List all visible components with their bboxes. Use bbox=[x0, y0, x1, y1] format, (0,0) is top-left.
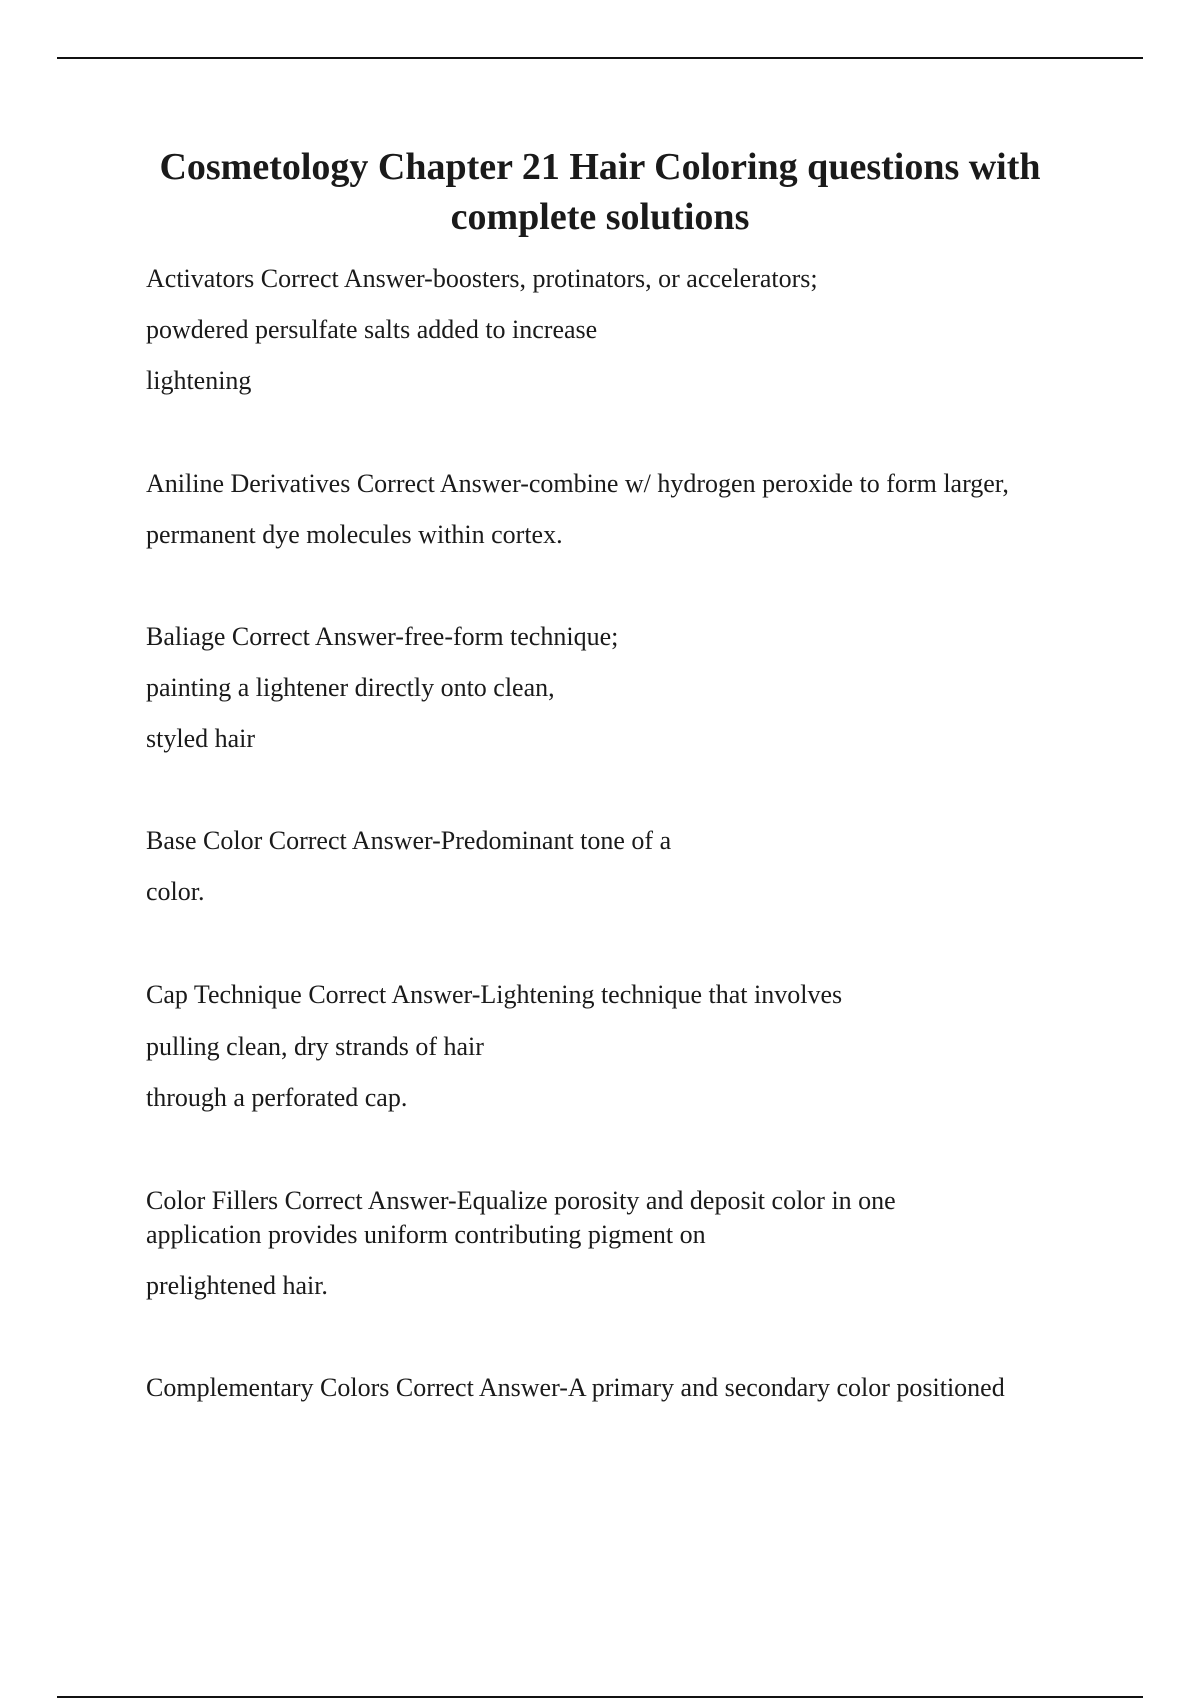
entry-color-fillers-line: Color Fillers Correct Answer-Equalize porosity and deposit color in one bbox=[146, 1186, 896, 1215]
entry-activators-line: lightening bbox=[146, 366, 252, 395]
entry-activators-line: Activators Correct Answer-boosters, protinators, or accelerators; bbox=[146, 264, 818, 293]
entry-color-fillers-line: prelightened hair. bbox=[146, 1271, 328, 1300]
entry-baliage-line: styled hair bbox=[146, 724, 256, 753]
title-line: complete solutions bbox=[450, 196, 750, 238]
entry-base-color-line: color. bbox=[146, 877, 205, 906]
entry-cap-technique-line: Cap Technique Correct Answer-Lightening technique that involves bbox=[146, 980, 843, 1009]
entry-aniline-derivatives-line: permanent dye molecules within cortex. bbox=[146, 520, 563, 549]
bottom-rule bbox=[57, 1696, 1143, 1698]
entry-color-fillers-line: application provides uniform contributing pigment on bbox=[146, 1220, 706, 1249]
entry-base-color-line: Base Color Correct Answer-Predominant tone of a bbox=[146, 826, 672, 855]
entry-cap-technique-line: through a perforated cap. bbox=[146, 1083, 408, 1112]
entry-cap-technique-line: pulling clean, dry strands of hair bbox=[146, 1032, 484, 1061]
page-title bbox=[80, 142, 1120, 242]
title-line: Cosmetology Chapter 21 Hair Coloring questions with bbox=[159, 146, 1041, 188]
entry-complementary-colors-line: Complementary Colors Correct Answer-A primary and secondary color positioned bbox=[146, 1373, 1005, 1402]
entry-baliage-line: Baliage Correct Answer-free-form technique; bbox=[146, 622, 619, 651]
top-rule bbox=[57, 57, 1143, 59]
entry-baliage-line: painting a lightener directly onto clean, bbox=[146, 673, 555, 702]
entry-activators-line: powdered persulfate salts added to increase bbox=[146, 315, 598, 344]
entry-aniline-derivatives-line: Aniline Derivatives Correct Answer-combine w/ hydrogen peroxide to form larger, bbox=[146, 469, 1009, 498]
